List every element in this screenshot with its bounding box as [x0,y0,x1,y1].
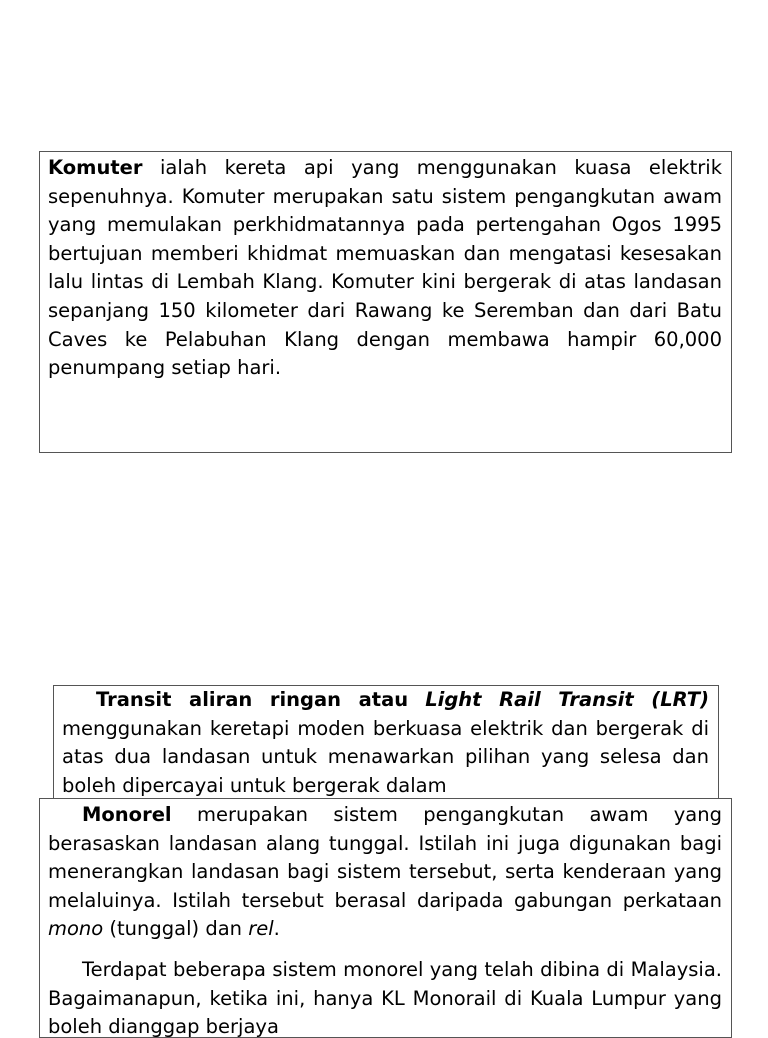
lrt-term: Transit aliran ringan atau [96,688,409,711]
monorel-word-mono: mono [48,917,104,941]
monorel-text-3: . [273,917,280,941]
monorel-paragraph-1 [48,801,722,944]
lrt-text-box [53,685,719,805]
monorel-paragraph-2: Terdapat beberapa sistem monorel yang telah dibina di Malaysia. Bagaimanapun, ketika ini, hanya KL Monorail di Kuala Lumpur yang boleh dianggap berjaya [48,957,722,1038]
monorel-text-1: merupakan sistem pengangkutan awam yang berasaskan landasan alang tunggal. Istilah ini juga digunakan bagi menerangkan landasan bagi sistem tersebut, serta kenderaan yang melaluinya. Istilah tersebut berasal daripada gabungan perkataan [48,803,722,912]
lrt-paragraph [62,686,709,800]
komuter-text-box [39,151,732,453]
komuter-paragraph [48,154,722,383]
monorel-term: Monorel [82,803,172,826]
komuter-text: ialah kereta api yang menggunakan kuasa elektrik sepenuhnya. Komuter merupakan satu sistem pengangkutan awam yang memulakan perkhidmatannya pada pertengahan Ogos 1995 bertujuan memberi khidmat memuaskan dan mengatasi kesesakan lalu lintas di Lembah Klang. Komuter kini bergerak di atas landasan sepanjang 150 kilometer dari Rawang ke Seremban dan dari Batu Caves ke Pelabuhan Klang dengan membawa hampir 60,000 penumpang setiap hari. [48,156,722,380]
lrt-text: menggunakan keretapi moden berkuasa elektrik dan bergerak di atas dua landasan untuk menawarkan pilihan yang selesa dan boleh dipercayai untuk bergerak dalam [62,716,709,797]
lrt-term-english: Light Rail Transit (LRT) [425,688,709,711]
komuter-term: Komuter [48,156,143,179]
monorel-text-box [39,798,732,1038]
monorel-word-rel: rel [248,917,274,941]
monorel-text-2: (tunggal) dan [103,917,249,941]
